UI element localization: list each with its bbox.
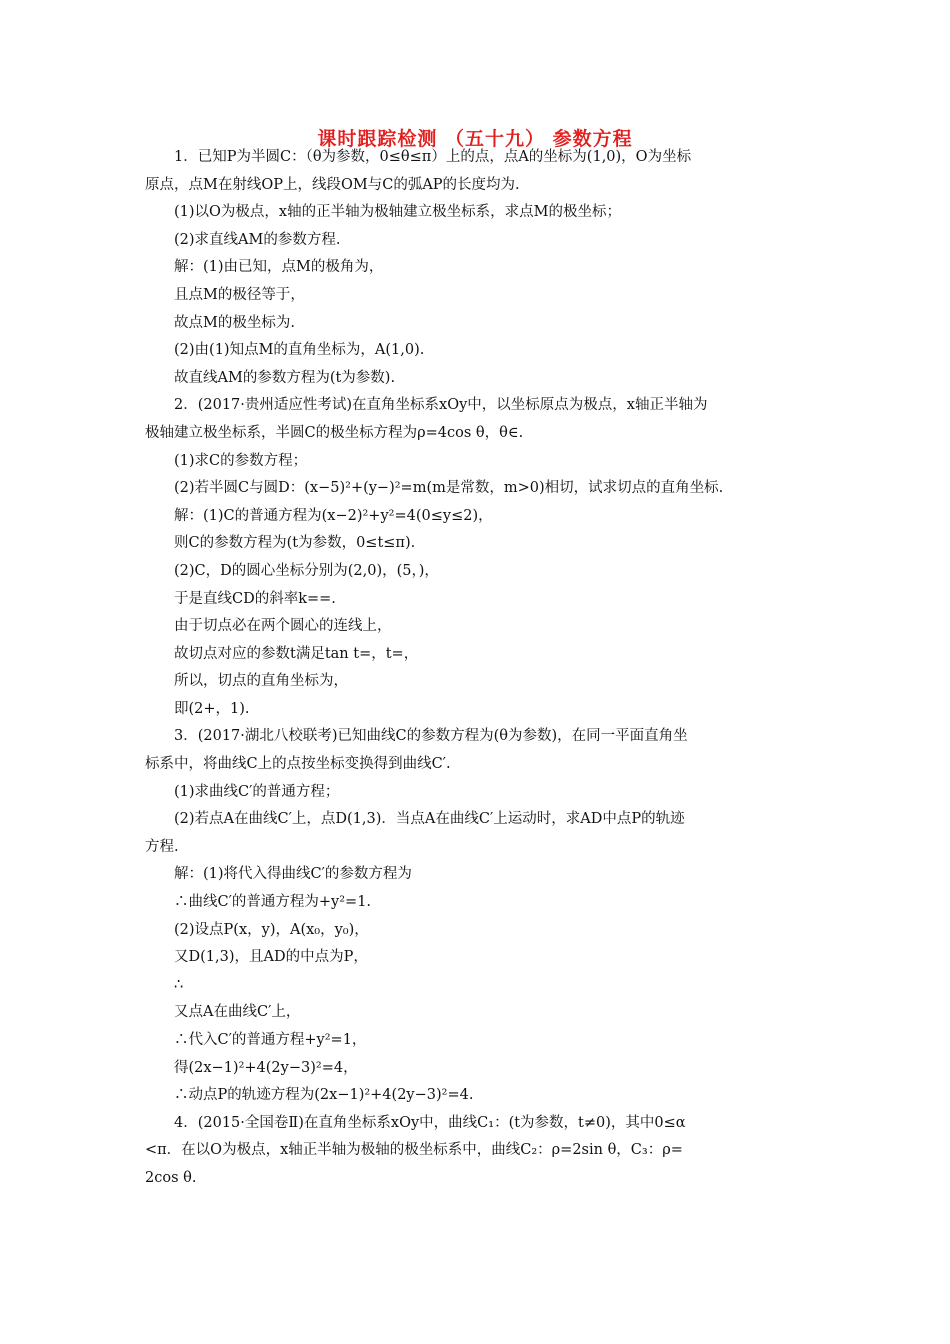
text-line: (1)求曲线C′的普通方程；: [174, 783, 340, 800]
text-line: 方程.: [145, 838, 179, 855]
text-line: (2)求直线AM的参数方程.: [174, 231, 341, 248]
text-line: <π．在以O为极点，x轴正半轴为极轴的极坐标系中，曲线C₂：ρ=2sin θ，C₃：ρ=: [145, 1142, 683, 1159]
text-line: 又D(1,3)，且AD的中点为P，: [174, 949, 368, 966]
text-line: 且点M的极径等于，: [174, 286, 305, 303]
text-line: 3．(2017·湖北八校联考)已知曲线C的参数方程为(θ为参数)，在同一平面直角坐: [174, 728, 688, 745]
text-line: 解：(1)由已知，点M的极角为，: [174, 259, 384, 276]
text-line: 所以，切点的直角坐标为，: [174, 673, 348, 690]
text-line: 于是直线CD的斜率k==.: [174, 590, 336, 607]
document-body: [145, 144, 807, 1193]
text-line: 2．(2017·贵州适应性考试)在直角坐标系xOy中，以坐标原点为极点，x轴正半轴为: [174, 397, 708, 414]
text-line: ∴曲线C′的普通方程为+y²=1.: [174, 894, 372, 911]
text-line: 标系中，将曲线C上的点按坐标变换得到曲线C′.: [145, 756, 451, 773]
text-line: (2)若半圆C与圆D：(x−5)²+(y−)²=m(m是常数，m>0)相切，试求切点的直角坐标.: [174, 480, 724, 497]
text-line: 则C的参数方程为(t为参数，0≤t≤π).: [174, 535, 416, 552]
text-line: 又点A在曲线C′上，: [174, 1004, 301, 1021]
text-line: 极轴建立极坐标系，半圆C的极坐标方程为ρ=4cos θ，θ∈.: [145, 424, 524, 441]
text-line: (1)以O为极点，x轴的正半轴为极轴建立极坐标系，求点M的极坐标；: [174, 204, 621, 221]
text-line: ∴: [174, 976, 184, 993]
text-line: 故切点对应的参数t满足tan t=，t=，: [174, 645, 419, 662]
text-line: 即(2+，1).: [174, 700, 250, 717]
text-line: 1．已知P为半圆C：（θ为参数，0≤θ≤π）上的点，点A的坐标为(1,0)，O为坐标: [174, 149, 692, 165]
text-line: ∴代入C′的普通方程+y²=1，: [174, 1032, 367, 1048]
text-line: (2)设点P(x，y)，A(x₀，y₀)，: [174, 921, 369, 938]
text-line: 故点M的极坐标为.: [174, 314, 295, 331]
text-line: (2)若点A在曲线C′上，点D(1,3)．当点A在曲线C′上运动时，求AD中点P的轨迹: [174, 811, 685, 828]
text-line: (1)求C的参数方程；: [174, 452, 308, 469]
text-line: (2)由(1)知点M的直角坐标为，A(1,0).: [174, 342, 425, 359]
text-line: (2)C，D的圆心坐标分别为(2,0)，(5，)，: [174, 562, 439, 579]
text-line: 解：(1)C的普通方程为(x−2)²+y²=4(0≤y≤2)，: [174, 507, 493, 524]
text-line: 原点，点M在射线OP上，线段OM与C的弧AP的长度均为.: [145, 176, 520, 193]
text-line: 故直线AM的参数方程为(t为参数).: [174, 369, 396, 386]
text-line: ∴动点P的轨迹方程为(2x−1)²+4(2y−3)²=4.: [174, 1087, 474, 1104]
text-line: 解：(1)将代入得曲线C′的参数方程为: [174, 866, 412, 883]
page-title: 课时跟踪检测 （五十九） 参数方程: [317, 128, 633, 150]
text-line: 由于切点必在两个圆心的连线上，: [174, 618, 392, 635]
text-line: 4．(2015·全国卷Ⅱ)在直角坐标系xOy中，曲线C₁：(t为参数，t≠0)，其中0≤α: [174, 1114, 686, 1131]
text-line: 2cos θ.: [145, 1169, 197, 1186]
text-line: 得(2x−1)²+4(2y−3)²=4，: [174, 1059, 358, 1076]
